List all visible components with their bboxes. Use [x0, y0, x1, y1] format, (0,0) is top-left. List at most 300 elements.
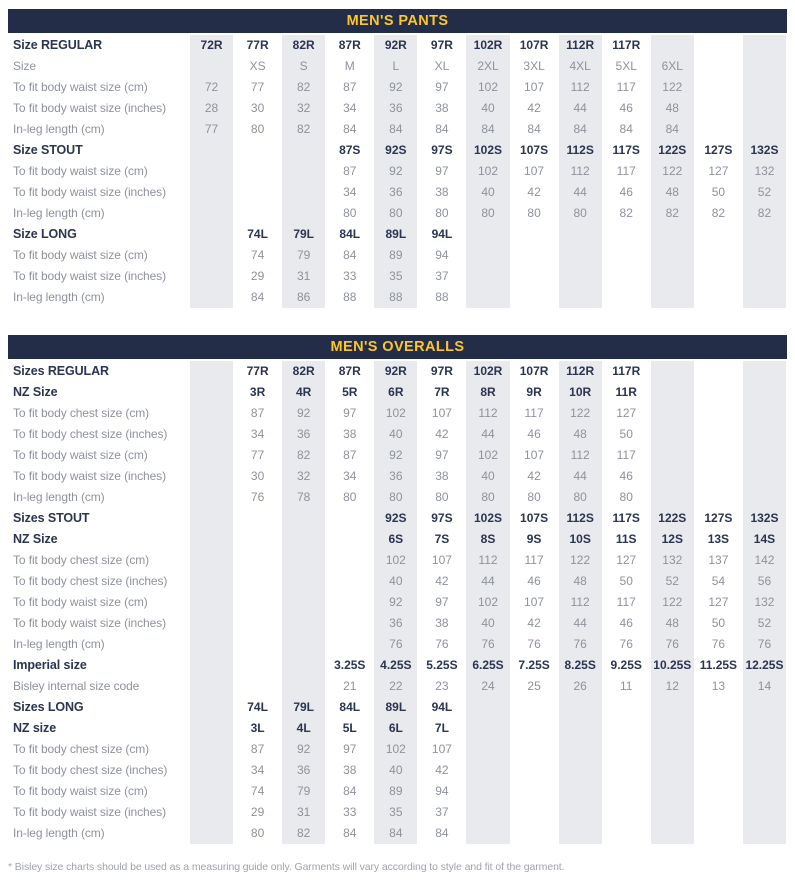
row-label: In-leg length (cm)	[13, 122, 105, 136]
cell: 87	[326, 161, 372, 182]
cell: 48	[557, 571, 603, 592]
cell	[188, 382, 234, 403]
cell: 4R	[280, 382, 326, 403]
row-label: NZ Size	[13, 385, 58, 399]
cell	[603, 697, 649, 718]
cell: 80	[234, 823, 280, 844]
cell: 107R	[511, 361, 557, 382]
cell: 127	[603, 550, 649, 571]
cell	[649, 245, 695, 266]
cell: 112	[464, 403, 510, 424]
cell: 36	[372, 98, 418, 119]
cell	[188, 676, 234, 697]
cell: 87R	[326, 35, 372, 56]
cell: 78	[280, 487, 326, 508]
cell	[649, 760, 695, 781]
cell: 92	[280, 403, 326, 424]
cell: 107	[418, 550, 464, 571]
cell: 122	[557, 550, 603, 571]
cell: 102R	[464, 35, 510, 56]
cell: 122S	[649, 508, 695, 529]
cell	[464, 224, 510, 245]
cell	[649, 781, 695, 802]
cell	[741, 77, 787, 98]
cell: 40	[464, 613, 510, 634]
cell	[741, 739, 787, 760]
cell: 87R	[326, 361, 372, 382]
row-label: Sizes STOUT	[13, 511, 90, 525]
cell	[557, 224, 603, 245]
cell	[280, 161, 326, 182]
cell	[649, 466, 695, 487]
cell: 80	[557, 487, 603, 508]
cell	[557, 739, 603, 760]
cell	[695, 781, 741, 802]
cell: 87	[326, 445, 372, 466]
cell: 112	[464, 550, 510, 571]
cell: 107	[511, 77, 557, 98]
cell	[511, 739, 557, 760]
cell	[741, 802, 787, 823]
cell: 35	[372, 266, 418, 287]
cell: 82	[741, 203, 787, 224]
cell	[649, 802, 695, 823]
cell: 3R	[234, 382, 280, 403]
cell: 42	[418, 424, 464, 445]
cell: 84	[649, 119, 695, 140]
cell: 92	[372, 161, 418, 182]
cell: 97R	[418, 361, 464, 382]
cell	[234, 634, 280, 655]
cell	[695, 35, 741, 56]
cell: 88	[372, 287, 418, 308]
cell: 87	[234, 739, 280, 760]
cell	[188, 56, 234, 77]
cell	[603, 224, 649, 245]
cell	[234, 676, 280, 697]
cell	[188, 245, 234, 266]
cell: 33	[326, 266, 372, 287]
cell	[188, 487, 234, 508]
cell: 12	[649, 676, 695, 697]
row-label: In-leg length (cm)	[13, 826, 105, 840]
cell: 97	[418, 592, 464, 613]
cell	[649, 35, 695, 56]
cell: 112	[557, 445, 603, 466]
cell: 80	[326, 203, 372, 224]
mens-overalls-grid	[8, 359, 787, 844]
cell: 117	[511, 403, 557, 424]
cell	[511, 697, 557, 718]
cell	[603, 245, 649, 266]
cell: 72	[188, 77, 234, 98]
cell: 44	[557, 613, 603, 634]
cell: 10.25S	[649, 655, 695, 676]
cell	[741, 119, 787, 140]
cell	[695, 119, 741, 140]
cell: 82R	[280, 361, 326, 382]
cell: 6.25S	[464, 655, 510, 676]
cell: 46	[603, 98, 649, 119]
cell: 89	[372, 245, 418, 266]
cell: 112S	[557, 140, 603, 161]
cell: 46	[603, 182, 649, 203]
cell: 82	[649, 203, 695, 224]
cell: 112	[557, 161, 603, 182]
cell: 31	[280, 266, 326, 287]
cell: 46	[603, 613, 649, 634]
cell: 48	[557, 424, 603, 445]
cell: 52	[741, 613, 787, 634]
cell	[234, 182, 280, 203]
cell	[695, 403, 741, 424]
cell: 72R	[188, 35, 234, 56]
cell: 13	[695, 676, 741, 697]
cell: 94L	[418, 697, 464, 718]
cell	[464, 760, 510, 781]
cell	[649, 823, 695, 844]
cell: 11R	[603, 382, 649, 403]
cell: 8S	[464, 529, 510, 550]
cell: 127	[695, 592, 741, 613]
cell: 117R	[603, 361, 649, 382]
cell: 6XL	[649, 56, 695, 77]
cell	[511, 802, 557, 823]
cell	[464, 697, 510, 718]
cell: 77	[234, 445, 280, 466]
cell	[741, 403, 787, 424]
cell: 7S	[418, 529, 464, 550]
cell: 97S	[418, 508, 464, 529]
cell: 87	[234, 403, 280, 424]
cell: 52	[741, 182, 787, 203]
cell: 84	[372, 119, 418, 140]
cell	[188, 634, 234, 655]
cell: 102S	[464, 508, 510, 529]
cell: 42	[418, 571, 464, 592]
cell	[188, 697, 234, 718]
cell: 7L	[418, 718, 464, 739]
row-label: To fit body chest size (cm)	[13, 406, 150, 420]
mens-overalls-title: MEN'S OVERALLS	[330, 339, 465, 355]
cell: XL	[418, 56, 464, 77]
cell: 80	[557, 203, 603, 224]
cell: 117R	[603, 35, 649, 56]
cell	[649, 718, 695, 739]
cell	[695, 287, 741, 308]
row-label: To fit body waist size (cm)	[13, 164, 148, 178]
cell: 76	[741, 634, 787, 655]
cell: 112	[557, 77, 603, 98]
size-tables-container	[8, 9, 787, 844]
cell: 127	[603, 403, 649, 424]
cell	[695, 382, 741, 403]
cell	[280, 529, 326, 550]
row-label: To fit body waist size (inches)	[13, 101, 166, 115]
cell: 9R	[511, 382, 557, 403]
row-label: In-leg length (cm)	[13, 290, 105, 304]
cell: 142	[741, 550, 787, 571]
cell	[741, 424, 787, 445]
cell	[741, 35, 787, 56]
cell	[188, 760, 234, 781]
cell: 82	[695, 203, 741, 224]
cell: 76	[557, 634, 603, 655]
mens-pants-grid	[8, 33, 787, 308]
cell: 117	[511, 550, 557, 571]
cell	[695, 760, 741, 781]
cell: 79L	[280, 697, 326, 718]
cell: 84	[511, 119, 557, 140]
row-label: In-leg length (cm)	[13, 637, 105, 651]
cell: 8.25S	[557, 655, 603, 676]
cell: 11.25S	[695, 655, 741, 676]
cell: 4.25S	[372, 655, 418, 676]
cell: 94	[418, 245, 464, 266]
cell	[741, 287, 787, 308]
cell: 80	[372, 487, 418, 508]
cell: 80	[464, 203, 510, 224]
cell: 54	[695, 571, 741, 592]
cell	[280, 676, 326, 697]
cell: 74L	[234, 697, 280, 718]
cell: 76	[603, 634, 649, 655]
cell	[695, 56, 741, 77]
cell	[741, 361, 787, 382]
cell	[649, 487, 695, 508]
cell	[280, 634, 326, 655]
cell: 13S	[695, 529, 741, 550]
cell: 102R	[464, 361, 510, 382]
cell: 77R	[234, 361, 280, 382]
cell: 92	[372, 592, 418, 613]
cell	[741, 760, 787, 781]
cell: 102	[464, 445, 510, 466]
cell	[695, 445, 741, 466]
cell: 25	[511, 676, 557, 697]
cell	[234, 529, 280, 550]
row-label: To fit body chest size (inches)	[13, 574, 168, 588]
cell: 8R	[464, 382, 510, 403]
cell: 88	[326, 287, 372, 308]
cell: 6R	[372, 382, 418, 403]
cell	[326, 571, 372, 592]
cell: 97	[326, 403, 372, 424]
cell: 38	[418, 98, 464, 119]
cell	[557, 266, 603, 287]
cell: 10R	[557, 382, 603, 403]
cell: 107S	[511, 508, 557, 529]
cell: 87S	[326, 140, 372, 161]
cell	[188, 445, 234, 466]
row-label: To fit body waist size (inches)	[13, 805, 166, 819]
cell	[280, 613, 326, 634]
cell	[464, 245, 510, 266]
cell	[603, 718, 649, 739]
row-label: Imperial size	[13, 658, 87, 672]
cell: 89L	[372, 697, 418, 718]
cell: 92	[280, 739, 326, 760]
cell: 37	[418, 802, 464, 823]
cell	[603, 781, 649, 802]
row-label: In-leg length (cm)	[13, 206, 105, 220]
cell	[557, 718, 603, 739]
cell: 12S	[649, 529, 695, 550]
cell: 84	[557, 119, 603, 140]
cell	[234, 203, 280, 224]
row-label: To fit body waist size (cm)	[13, 448, 148, 462]
cell: 132S	[741, 140, 787, 161]
cell	[280, 592, 326, 613]
cell	[188, 361, 234, 382]
cell	[741, 445, 787, 466]
cell	[741, 466, 787, 487]
cell	[188, 655, 234, 676]
cell: 74L	[234, 224, 280, 245]
cell: 84	[372, 823, 418, 844]
cell: 77R	[234, 35, 280, 56]
cell: 82	[280, 823, 326, 844]
cell: 48	[649, 613, 695, 634]
cell	[741, 823, 787, 844]
mens-pants-title: MEN'S PANTS	[346, 13, 449, 29]
cell	[649, 445, 695, 466]
cell: 127S	[695, 140, 741, 161]
cell	[695, 718, 741, 739]
cell	[511, 266, 557, 287]
cell: 80	[326, 487, 372, 508]
cell	[557, 823, 603, 844]
cell	[234, 140, 280, 161]
cell: 117	[603, 592, 649, 613]
cell: 77	[234, 77, 280, 98]
cell	[695, 361, 741, 382]
cell: 38	[326, 760, 372, 781]
cell	[280, 182, 326, 203]
row-label: To fit body waist size (cm)	[13, 248, 148, 262]
cell	[188, 739, 234, 760]
cell: 80	[372, 203, 418, 224]
cell: 92R	[372, 35, 418, 56]
cell: 40	[372, 571, 418, 592]
cell: 40	[464, 466, 510, 487]
cell: 82	[280, 445, 326, 466]
cell: S	[280, 56, 326, 77]
cell	[234, 613, 280, 634]
cell	[188, 466, 234, 487]
cell	[188, 550, 234, 571]
cell: 32	[280, 98, 326, 119]
row-label: Size LONG	[13, 227, 77, 241]
cell	[649, 403, 695, 424]
cell	[326, 634, 372, 655]
row-label: To fit body chest size (inches)	[13, 763, 168, 777]
row-label: Sizes LONG	[13, 700, 84, 714]
cell: 5L	[326, 718, 372, 739]
cell: 117	[603, 77, 649, 98]
cell: 2XL	[464, 56, 510, 77]
row-label: To fit body waist size (cm)	[13, 595, 148, 609]
cell: 80	[418, 203, 464, 224]
cell	[695, 98, 741, 119]
cell: 80	[511, 203, 557, 224]
cell: 102S	[464, 140, 510, 161]
cell: 35	[372, 802, 418, 823]
cell	[464, 802, 510, 823]
cell	[326, 592, 372, 613]
cell: 52	[649, 571, 695, 592]
cell: 5R	[326, 382, 372, 403]
mens-pants-table	[8, 9, 787, 308]
cell	[326, 550, 372, 571]
cell: 84	[234, 287, 280, 308]
cell: 44	[464, 571, 510, 592]
cell: 89L	[372, 224, 418, 245]
cell: 30	[234, 466, 280, 487]
cell: 82	[603, 203, 649, 224]
cell: 29	[234, 266, 280, 287]
cell	[603, 802, 649, 823]
row-label: Size REGULAR	[13, 38, 103, 52]
cell: 28	[188, 98, 234, 119]
cell: 76	[372, 634, 418, 655]
cell: 84	[326, 245, 372, 266]
cell	[464, 287, 510, 308]
cell: 80	[234, 119, 280, 140]
cell	[557, 287, 603, 308]
cell: L	[372, 56, 418, 77]
cell: 89	[372, 781, 418, 802]
cell	[188, 571, 234, 592]
cell: 56	[741, 571, 787, 592]
cell: 87	[326, 77, 372, 98]
cell: 102	[372, 739, 418, 760]
cell	[234, 161, 280, 182]
cell: 122	[649, 592, 695, 613]
cell	[741, 224, 787, 245]
cell	[603, 760, 649, 781]
cell: 74	[234, 245, 280, 266]
cell	[649, 739, 695, 760]
row-label: NZ Size	[13, 532, 58, 546]
row-label: To fit body waist size (inches)	[13, 616, 166, 630]
cell: 10S	[557, 529, 603, 550]
cell: 3L	[234, 718, 280, 739]
cell: 42	[511, 182, 557, 203]
cell: 132	[741, 161, 787, 182]
cell: 112R	[557, 35, 603, 56]
cell: 31	[280, 802, 326, 823]
cell	[511, 224, 557, 245]
cell: 107	[511, 445, 557, 466]
cell: 9.25S	[603, 655, 649, 676]
row-label: Bisley internal size code	[13, 679, 140, 693]
cell	[695, 697, 741, 718]
cell: 76	[234, 487, 280, 508]
cell	[649, 424, 695, 445]
cell: 5XL	[603, 56, 649, 77]
cell: 36	[280, 424, 326, 445]
row-label: To fit body waist size (cm)	[13, 784, 148, 798]
row-label: To fit body chest size (cm)	[13, 553, 150, 567]
cell	[695, 424, 741, 445]
row-label: To fit body waist size (inches)	[13, 269, 166, 283]
cell: 80	[603, 487, 649, 508]
cell: 4L	[280, 718, 326, 739]
cell: 94	[418, 781, 464, 802]
cell: 79L	[280, 224, 326, 245]
cell: 84	[326, 823, 372, 844]
